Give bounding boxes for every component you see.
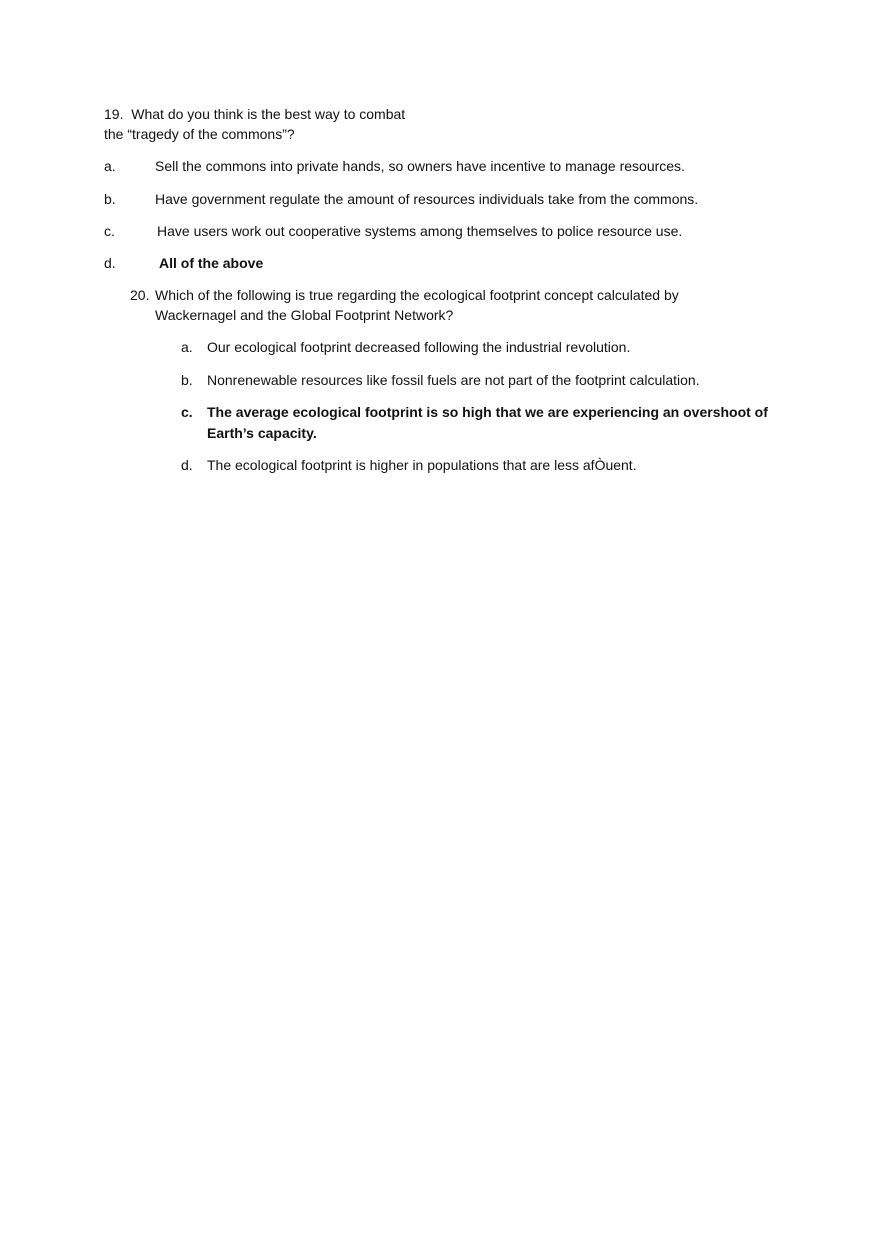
- q20-option-c-letter: c.: [181, 404, 193, 420]
- q19-option-d-text: All of the above: [159, 255, 264, 271]
- q19-prompt-text: What do you think is the best way to combat: [131, 106, 406, 122]
- q20-option-a-letter: a.: [181, 339, 193, 355]
- q19-option-a-text: Sell the commons into private hands, so owners have incentive to manage resources.: [155, 158, 685, 174]
- q20-option-b-text: Nonrenewable resources like fossil fuels are not part of the footprint calculation.: [207, 372, 700, 388]
- q20-prompt-line1: Which of the following is true regarding the ecological footprint concept calculated by: [155, 287, 679, 303]
- q20-option-d-text: The ecological footprint is higher in populations that are less afÒuent.: [207, 457, 637, 473]
- q19-number: 19.: [104, 106, 124, 122]
- q19-option-b-letter: b.: [104, 191, 116, 207]
- q20-option-d-letter: d.: [181, 457, 193, 473]
- q20-option-a-text: Our ecological footprint decreased following the industrial revolution.: [207, 339, 631, 355]
- q20-prompt-line2: Wackernagel and the Global Footprint Network?: [155, 307, 454, 323]
- q20-number: 20.: [130, 287, 150, 303]
- q19-option-c-letter: c.: [104, 223, 115, 239]
- q19-option-c-text: Have users work out cooperative systems among themselves to police resource use.: [157, 223, 683, 239]
- q20-option-c-text-line1: The average ecological footprint is so high that we are experiencing an overshoot of: [207, 404, 768, 420]
- q19-prompt-line1: [104, 104, 405, 124]
- q20-option-b-letter: b.: [181, 372, 193, 388]
- q19-option-b-text: Have government regulate the amount of resources individuals take from the commons.: [155, 191, 699, 207]
- q19-prompt-line2: the “tragedy of the commons”?: [104, 126, 295, 142]
- q20-option-c-text-line2: Earth’s capacity.: [207, 425, 317, 441]
- q19-option-a-letter: a.: [104, 158, 116, 174]
- q19-option-d-letter: d.: [104, 255, 116, 271]
